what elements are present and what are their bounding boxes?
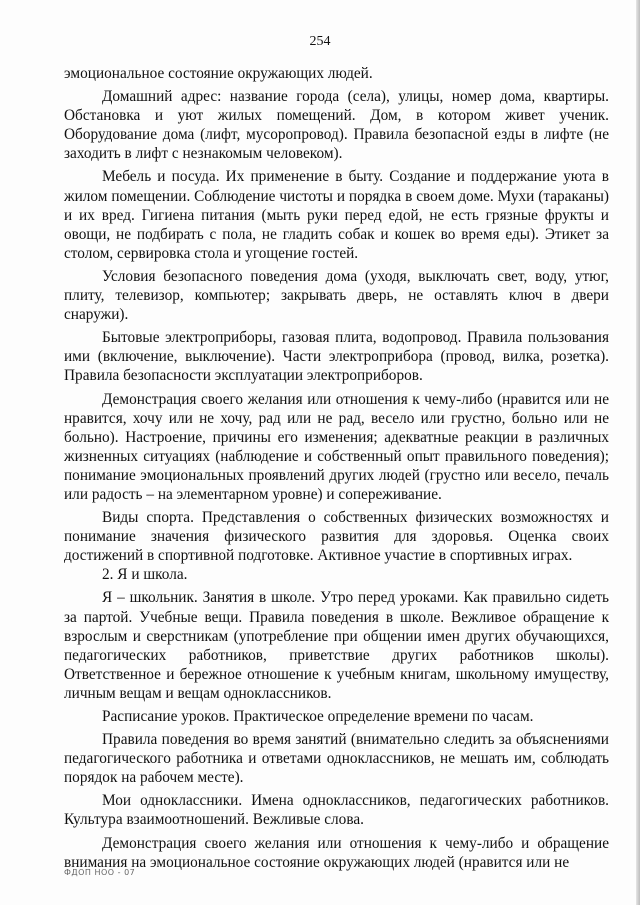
paragraph: Мои одноклассники. Имена одноклассников, педагогических работников. Культура взаимоотношений. Вежливые слова.	[64, 792, 609, 829]
paragraph: Демонстрация своего желания или отношения к чему-либо (нравится или не нравится, хочу или не хочу, рад или не рад, весело или грустно, больно или не больно). Настроение, причины его изменения; адекватные реакции в различных жизненных ситуациях (наблюдение и собственный опыт правильного поведения); понимание эмоциональных проявлений других людей (грустно или весело, печаль или радость – на элементарном уровне) и сопереживание.	[64, 390, 609, 503]
paragraph: Расписание уроков. Практическое определение времени по часам.	[102, 708, 534, 725]
paragraph: эмоциональное состояние окружающих людей.	[64, 65, 373, 82]
page-footer: ФДОП НОО - 07	[64, 868, 136, 877]
paragraph: Виды спорта. Представления о собственных физических возможностях и понимание значения физического развития для здоровья. Оценка своих достижений в спортивной подготовке. Активное участие в спортивных играх.	[64, 509, 609, 565]
paragraph: Бытовые электроприборы, газовая плита, водопровод. Правила пользования ими (включение, выключение). Части электроприбора (провод, вилка, розетка). Правила безопасности эксплуатации электроприборов.	[64, 329, 609, 385]
page-edge-shadow	[636, 0, 640, 905]
paragraph: Мебель и посуда. Их применение в быту. Создание и поддержание уюта в жилом помещении. Соблюдение чистоты и порядка в своем доме. Мухи (тараканы) и их вред. Гигиена питания (мыть руки перед едой, не есть грязные фрукты и овощи, не подбирать с пола, не гладить собак и кошек во время еды). Этикет за столом, сервировка стола и угощение гостей.	[64, 168, 609, 262]
paragraph: Правила поведения во время занятий (внимательно следить за объяснениями педагогического работника и ответами одноклассников, не мешать им, соблюдать порядок на рабочем месте).	[64, 731, 609, 787]
paragraph: Демонстрация своего желания или отношения к чему-либо и обращение внимания на эмоциональное состояние окружающих людей (нравится или не	[64, 834, 609, 871]
body-text	[64, 64, 609, 872]
page-number: 254	[309, 34, 331, 49]
paragraph: Я – школьник. Занятия в школе. Утро перед уроками. Как правильно сидеть за партой. Учебные вещи. Правила поведения в школе. Вежливое обращение к взрослым и сверстникам (употребление при общении имен других обучающихся, педагогических работников, приветствие других работников школы). Ответственное и бережное отношение к учебным книгам, школьному имуществу, личным вещам и вещам одноклассников.	[64, 589, 609, 702]
paragraph: Условия безопасного поведения дома (уходя, выключать свет, воду, утюг, плиту, телевизор, компьютер; закрывать дверь, не оставлять ключ в двери снаружи).	[64, 267, 609, 324]
section-heading: 2. Я и школа.	[102, 566, 188, 584]
paragraph: Домашний адрес: название города (села), улицы, номер дома, квартиры. Обстановка и уют жилых помещений. Дом, в котором живет ученик. Оборудование дома (лифт, мусоропровод). Правила безопасной езды в лифте (не заходить в лифт с незнакомым человеком).	[64, 88, 609, 163]
